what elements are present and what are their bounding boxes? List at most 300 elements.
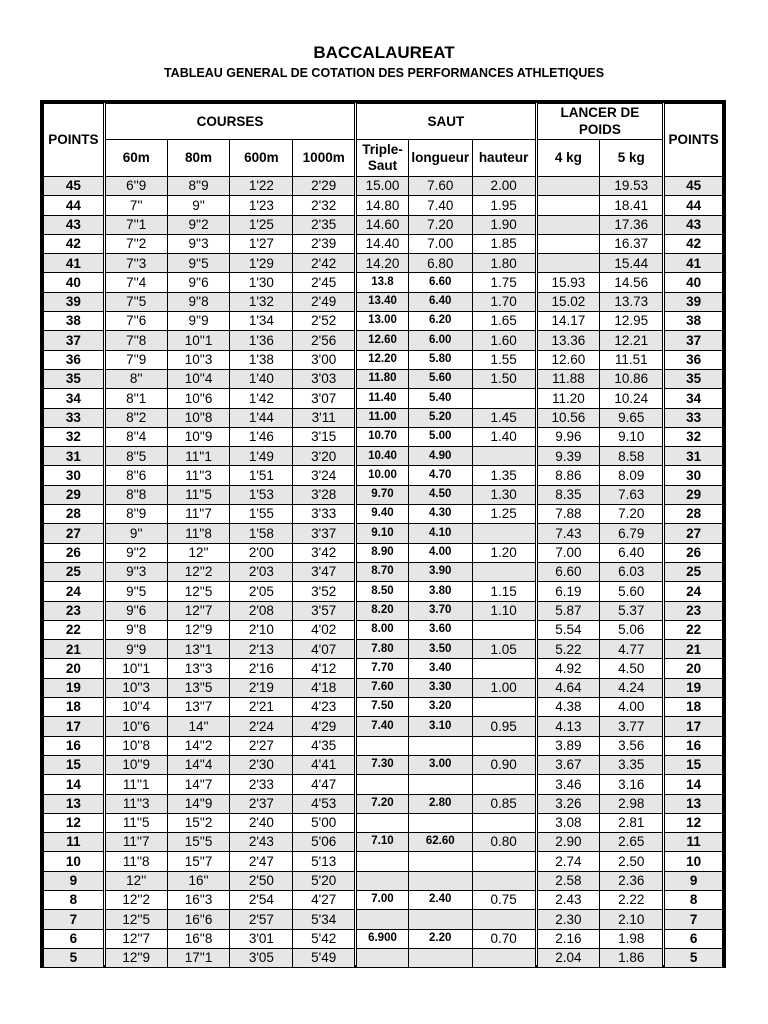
- cell-600m: 2'16: [230, 659, 293, 678]
- cell-triple-saut: 14.40: [356, 234, 409, 253]
- cell-longueur: [408, 948, 472, 967]
- cell-longueur: [408, 736, 472, 755]
- table-row: [44, 389, 723, 408]
- cell-1000m: 5'00: [293, 813, 356, 832]
- cell-80m: 16''8: [167, 929, 230, 948]
- cell-points-right: 16: [664, 736, 723, 755]
- table-row: [44, 890, 723, 909]
- cell-points-right: 6: [664, 929, 723, 948]
- cell-80m: 11''8: [167, 524, 230, 543]
- cell-points-right: 7: [664, 910, 723, 929]
- cell-points: 28: [44, 505, 105, 524]
- cell-1000m: 5'34: [293, 910, 356, 929]
- cell-80m: 13''7: [167, 698, 230, 717]
- cell-points: 17: [44, 717, 105, 736]
- cell-points: 9: [44, 871, 105, 890]
- cell-triple-saut: [356, 775, 409, 794]
- cell-60m: 8''8: [104, 485, 167, 504]
- cell-4kg: 11.88: [536, 369, 600, 388]
- cell-points-right: 19: [664, 678, 723, 697]
- cell-600m: 1'25: [230, 215, 293, 234]
- cell-600m: 2'03: [230, 562, 293, 581]
- cell-5kg: 14.56: [600, 273, 664, 292]
- cell-60m: 12''7: [104, 929, 167, 948]
- cell-4kg: 8.86: [536, 466, 600, 485]
- cell-1000m: 3'20: [293, 447, 356, 466]
- cell-1000m: 4'47: [293, 775, 356, 794]
- cell-80m: 9'': [167, 196, 230, 215]
- cell-points: 39: [44, 292, 105, 311]
- cell-80m: 17''1: [167, 948, 230, 967]
- cell-points-right: 15: [664, 755, 723, 774]
- cell-4kg: 4.64: [536, 678, 600, 697]
- cell-600m: 1'55: [230, 505, 293, 524]
- cell-4kg: 4.13: [536, 717, 600, 736]
- cell-hauteur: 0.95: [472, 717, 536, 736]
- col-4kg-header: 4 kg: [536, 140, 600, 177]
- col-60m-header: 60m: [104, 140, 167, 177]
- cell-triple-saut: 9.10: [356, 524, 409, 543]
- cell-points: 35: [44, 369, 105, 388]
- table-row: [44, 659, 723, 678]
- cell-hauteur: 1.50: [472, 369, 536, 388]
- cell-longueur: [408, 910, 472, 929]
- cell-hauteur: 1.45: [472, 408, 536, 427]
- cell-600m: 3'05: [230, 948, 293, 967]
- cell-60m: 7''2: [104, 234, 167, 253]
- cell-5kg: 13.73: [600, 292, 664, 311]
- cell-hauteur: [472, 659, 536, 678]
- cell-points-right: 38: [664, 312, 723, 331]
- cell-5kg: 9.10: [600, 427, 664, 446]
- cell-60m: 10''9: [104, 755, 167, 774]
- cell-points-right: 33: [664, 408, 723, 427]
- cell-hauteur: [472, 389, 536, 408]
- col-triple-saut-header: [356, 140, 409, 177]
- saut-header: SAUT: [356, 104, 536, 140]
- cell-longueur: [408, 852, 472, 871]
- cell-hauteur: 1.30: [472, 485, 536, 504]
- cell-points: 24: [44, 582, 105, 601]
- cell-5kg: 6.03: [600, 562, 664, 581]
- cell-points-right: 27: [664, 524, 723, 543]
- cell-points: 41: [44, 254, 105, 273]
- cell-triple-saut: 15.00: [356, 177, 409, 196]
- cell-hauteur: [472, 813, 536, 832]
- cell-longueur: 3.80: [408, 582, 472, 601]
- cell-1000m: 3'47: [293, 562, 356, 581]
- cell-80m: 9''9: [167, 312, 230, 331]
- cell-points: 34: [44, 389, 105, 408]
- cell-80m: 13''3: [167, 659, 230, 678]
- cell-600m: 2'24: [230, 717, 293, 736]
- cell-points-right: 9: [664, 871, 723, 890]
- cell-triple-saut: [356, 852, 409, 871]
- cell-4kg: 3.89: [536, 736, 600, 755]
- cell-1000m: 4'53: [293, 794, 356, 813]
- cell-points-right: 12: [664, 813, 723, 832]
- cell-triple-saut: 11.80: [356, 369, 409, 388]
- cell-points-right: 45: [664, 177, 723, 196]
- cell-80m: 8''9: [167, 177, 230, 196]
- cell-60m: 11''7: [104, 833, 167, 852]
- table-row: [44, 254, 723, 273]
- table-row: [44, 852, 723, 871]
- cell-points-right: 14: [664, 775, 723, 794]
- cell-5kg: 7.63: [600, 485, 664, 504]
- cell-hauteur: [472, 910, 536, 929]
- cell-60m: 9''3: [104, 562, 167, 581]
- cotation-table: [43, 103, 723, 968]
- cell-triple-saut: [356, 736, 409, 755]
- cell-longueur: 7.20: [408, 215, 472, 234]
- cell-longueur: 3.20: [408, 698, 472, 717]
- table-row: [44, 447, 723, 466]
- cell-60m: 10''6: [104, 717, 167, 736]
- cell-1000m: 4'41: [293, 755, 356, 774]
- cell-5kg: 16.37: [600, 234, 664, 253]
- cell-600m: 2'10: [230, 620, 293, 639]
- table-row: [44, 177, 723, 196]
- cell-triple-saut: [356, 910, 409, 929]
- table-row: [44, 543, 723, 562]
- cell-triple-saut: 9.40: [356, 505, 409, 524]
- table-row: [44, 196, 723, 215]
- cell-600m: 1'38: [230, 350, 293, 369]
- cell-600m: 2'57: [230, 910, 293, 929]
- cell-80m: 10''8: [167, 408, 230, 427]
- cell-points-right: 37: [664, 331, 723, 350]
- cell-600m: 1'49: [230, 447, 293, 466]
- cell-hauteur: 1.65: [472, 312, 536, 331]
- cell-80m: 12''5: [167, 582, 230, 601]
- cell-triple-saut: 11.00: [356, 408, 409, 427]
- cell-600m: 1'46: [230, 427, 293, 446]
- cell-longueur: 6.80: [408, 254, 472, 273]
- cell-1000m: 5'42: [293, 929, 356, 948]
- table-row: [44, 698, 723, 717]
- cell-longueur: 5.00: [408, 427, 472, 446]
- cell-longueur: 3.10: [408, 717, 472, 736]
- table-row: [44, 369, 723, 388]
- cell-60m: 8''4: [104, 427, 167, 446]
- cell-60m: 11''5: [104, 813, 167, 832]
- cell-points: 38: [44, 312, 105, 331]
- cell-600m: 2'47: [230, 852, 293, 871]
- cell-triple-saut: 7.30: [356, 755, 409, 774]
- cell-triple-saut: 13.40: [356, 292, 409, 311]
- cell-600m: 1'23: [230, 196, 293, 215]
- cell-hauteur: 1.35: [472, 466, 536, 485]
- table-row: [44, 794, 723, 813]
- cell-80m: 16''3: [167, 890, 230, 909]
- cell-80m: 9''8: [167, 292, 230, 311]
- cell-60m: 9''2: [104, 543, 167, 562]
- cell-points: 29: [44, 485, 105, 504]
- cell-60m: 11''8: [104, 852, 167, 871]
- table-row: [44, 948, 723, 967]
- cell-triple-saut: 8.70: [356, 562, 409, 581]
- cell-80m: 12''9: [167, 620, 230, 639]
- cell-80m: 12''2: [167, 562, 230, 581]
- table-row: [44, 466, 723, 485]
- cell-60m: 7''4: [104, 273, 167, 292]
- cell-hauteur: 1.95: [472, 196, 536, 215]
- cell-longueur: 4.50: [408, 485, 472, 504]
- cell-60m: 9''5: [104, 582, 167, 601]
- col-600m-header: 600m: [230, 140, 293, 177]
- cell-longueur: [408, 813, 472, 832]
- cell-5kg: 3.35: [600, 755, 664, 774]
- cell-1000m: 2'56: [293, 331, 356, 350]
- cell-triple-saut: 7.70: [356, 659, 409, 678]
- cell-points: 10: [44, 852, 105, 871]
- points-header-left: POINTS: [44, 104, 105, 177]
- cell-60m: 9''9: [104, 640, 167, 659]
- cell-hauteur: 1.00: [472, 678, 536, 697]
- cell-5kg: 5.60: [600, 582, 664, 601]
- cell-4kg: 9.96: [536, 427, 600, 446]
- cell-80m: 15''2: [167, 813, 230, 832]
- cell-4kg: 3.26: [536, 794, 600, 813]
- cell-1000m: 4'12: [293, 659, 356, 678]
- cell-points: 26: [44, 543, 105, 562]
- cell-longueur: 4.30: [408, 505, 472, 524]
- table-row: [44, 620, 723, 639]
- cell-points: 42: [44, 234, 105, 253]
- cell-1000m: 4'23: [293, 698, 356, 717]
- cell-points-right: 32: [664, 427, 723, 446]
- cell-600m: 1'36: [230, 331, 293, 350]
- cell-1000m: 4'29: [293, 717, 356, 736]
- cell-5kg: 2.36: [600, 871, 664, 890]
- cell-hauteur: 1.60: [472, 331, 536, 350]
- cell-longueur: [408, 871, 472, 890]
- cell-600m: 1'22: [230, 177, 293, 196]
- table-row: [44, 331, 723, 350]
- cell-points: 13: [44, 794, 105, 813]
- table-row: [44, 601, 723, 620]
- cell-5kg: 5.06: [600, 620, 664, 639]
- cell-triple-saut: 12.60: [356, 331, 409, 350]
- cell-points-right: 25: [664, 562, 723, 581]
- cell-longueur: 7.60: [408, 177, 472, 196]
- cell-points: 30: [44, 466, 105, 485]
- cell-5kg: 2.81: [600, 813, 664, 832]
- cell-longueur: 2.40: [408, 890, 472, 909]
- cell-60m: 7''1: [104, 215, 167, 234]
- cell-4kg: 2.04: [536, 948, 600, 967]
- cell-points-right: 8: [664, 890, 723, 909]
- cell-hauteur: 0.75: [472, 890, 536, 909]
- cell-600m: 2'54: [230, 890, 293, 909]
- cell-points: 22: [44, 620, 105, 639]
- cell-80m: 9''6: [167, 273, 230, 292]
- cell-60m: 6''9: [104, 177, 167, 196]
- cell-600m: 2'21: [230, 698, 293, 717]
- cell-triple-saut: 7.40: [356, 717, 409, 736]
- cell-80m: 10''1: [167, 331, 230, 350]
- cell-600m: 2'19: [230, 678, 293, 697]
- cell-600m: 2'30: [230, 755, 293, 774]
- cell-4kg: [536, 177, 600, 196]
- cell-600m: 2'05: [230, 582, 293, 601]
- cell-4kg: [536, 196, 600, 215]
- cell-triple-saut: [356, 813, 409, 832]
- cell-5kg: 3.77: [600, 717, 664, 736]
- cell-points: 5: [44, 948, 105, 967]
- table-row: [44, 640, 723, 659]
- cell-4kg: 13.36: [536, 331, 600, 350]
- cell-5kg: 6.79: [600, 524, 664, 543]
- cell-5kg: 12.95: [600, 312, 664, 331]
- cell-60m: 8''1: [104, 389, 167, 408]
- table-row: [44, 427, 723, 446]
- cell-longueur: 3.30: [408, 678, 472, 697]
- col-triple-saut-label: Triple-Saut: [362, 141, 403, 173]
- cell-1000m: 2'49: [293, 292, 356, 311]
- cell-60m: 9''6: [104, 601, 167, 620]
- cell-80m: 15''7: [167, 852, 230, 871]
- cell-points-right: 10: [664, 852, 723, 871]
- table-row: [44, 813, 723, 832]
- cell-points: 7: [44, 910, 105, 929]
- cell-hauteur: 1.10: [472, 601, 536, 620]
- cell-5kg: 2.10: [600, 910, 664, 929]
- cell-60m: 7''3: [104, 254, 167, 273]
- cell-triple-saut: 10.70: [356, 427, 409, 446]
- cell-1000m: 5'49: [293, 948, 356, 967]
- cell-points-right: 17: [664, 717, 723, 736]
- cell-longueur: 6.60: [408, 273, 472, 292]
- cell-points: 16: [44, 736, 105, 755]
- table-row: [44, 524, 723, 543]
- cell-longueur: 62.60: [408, 833, 472, 852]
- cell-points-right: 35: [664, 369, 723, 388]
- cell-longueur: [408, 775, 472, 794]
- cell-4kg: 3.46: [536, 775, 600, 794]
- cell-4kg: [536, 215, 600, 234]
- cell-hauteur: [472, 562, 536, 581]
- cell-points: 27: [44, 524, 105, 543]
- cell-longueur: 7.00: [408, 234, 472, 253]
- cell-80m: 13''5: [167, 678, 230, 697]
- table-row: [44, 929, 723, 948]
- cell-points-right: 43: [664, 215, 723, 234]
- cell-hauteur: 1.25: [472, 505, 536, 524]
- cell-longueur: 6.00: [408, 331, 472, 350]
- col-5kg-header: 5 kg: [600, 140, 664, 177]
- cell-600m: 1'58: [230, 524, 293, 543]
- cell-triple-saut: 13.8: [356, 273, 409, 292]
- cell-60m: 8'': [104, 369, 167, 388]
- cell-triple-saut: 8.20: [356, 601, 409, 620]
- cell-5kg: 10.24: [600, 389, 664, 408]
- courses-header: COURSES: [104, 104, 355, 140]
- cell-4kg: 2.90: [536, 833, 600, 852]
- cell-triple-saut: 14.60: [356, 215, 409, 234]
- cell-hauteur: 0.70: [472, 929, 536, 948]
- cell-1000m: 3'07: [293, 389, 356, 408]
- cell-5kg: 4.00: [600, 698, 664, 717]
- table-row: [44, 582, 723, 601]
- cell-1000m: 3'03: [293, 369, 356, 388]
- cell-triple-saut: 12.20: [356, 350, 409, 369]
- cell-hauteur: 1.40: [472, 427, 536, 446]
- cell-points: 14: [44, 775, 105, 794]
- cell-60m: 8''2: [104, 408, 167, 427]
- cell-600m: 1'27: [230, 234, 293, 253]
- cell-points-right: 39: [664, 292, 723, 311]
- cell-hauteur: 0.90: [472, 755, 536, 774]
- cell-80m: 11''7: [167, 505, 230, 524]
- cell-4kg: [536, 234, 600, 253]
- cell-5kg: 17.36: [600, 215, 664, 234]
- points-header-right: POINTS: [664, 104, 723, 177]
- cell-600m: 1'53: [230, 485, 293, 504]
- cell-600m: 1'44: [230, 408, 293, 427]
- cell-600m: 2'33: [230, 775, 293, 794]
- cell-triple-saut: 8.00: [356, 620, 409, 639]
- cell-60m: 10''4: [104, 698, 167, 717]
- cell-points: 37: [44, 331, 105, 350]
- cell-80m: 9''5: [167, 254, 230, 273]
- cell-hauteur: [472, 620, 536, 639]
- cell-longueur: 3.60: [408, 620, 472, 639]
- cell-4kg: 15.02: [536, 292, 600, 311]
- cell-4kg: 2.74: [536, 852, 600, 871]
- cell-1000m: 4'35: [293, 736, 356, 755]
- cell-80m: 12'': [167, 543, 230, 562]
- cell-4kg: 10.56: [536, 408, 600, 427]
- cell-1000m: 2'32: [293, 196, 356, 215]
- cell-points: 8: [44, 890, 105, 909]
- cell-points-right: 23: [664, 601, 723, 620]
- cell-triple-saut: 7.60: [356, 678, 409, 697]
- table-row: [44, 234, 723, 253]
- cell-60m: 7'': [104, 196, 167, 215]
- cell-triple-saut: [356, 871, 409, 890]
- cell-longueur: 3.70: [408, 601, 472, 620]
- cell-points-right: 24: [664, 582, 723, 601]
- cell-1000m: 4'18: [293, 678, 356, 697]
- cell-60m: 7''9: [104, 350, 167, 369]
- cell-80m: 14''9: [167, 794, 230, 813]
- cell-80m: 13''1: [167, 640, 230, 659]
- cell-longueur: 2.20: [408, 929, 472, 948]
- cell-hauteur: 1.80: [472, 254, 536, 273]
- cell-points-right: 31: [664, 447, 723, 466]
- table-row: [44, 273, 723, 292]
- cell-4kg: 15.93: [536, 273, 600, 292]
- cell-longueur: 4.00: [408, 543, 472, 562]
- cell-longueur: 5.40: [408, 389, 472, 408]
- cell-1000m: 3'33: [293, 505, 356, 524]
- cell-5kg: 1.98: [600, 929, 664, 948]
- cell-points: 12: [44, 813, 105, 832]
- cell-80m: 14''7: [167, 775, 230, 794]
- cell-hauteur: 0.80: [472, 833, 536, 852]
- cell-600m: 1'34: [230, 312, 293, 331]
- cell-triple-saut: 7.00: [356, 890, 409, 909]
- cell-4kg: 6.60: [536, 562, 600, 581]
- cell-points: 44: [44, 196, 105, 215]
- cell-60m: 9''8: [104, 620, 167, 639]
- cell-60m: 10''8: [104, 736, 167, 755]
- cell-points-right: 34: [664, 389, 723, 408]
- cell-points: 25: [44, 562, 105, 581]
- cell-points-right: 44: [664, 196, 723, 215]
